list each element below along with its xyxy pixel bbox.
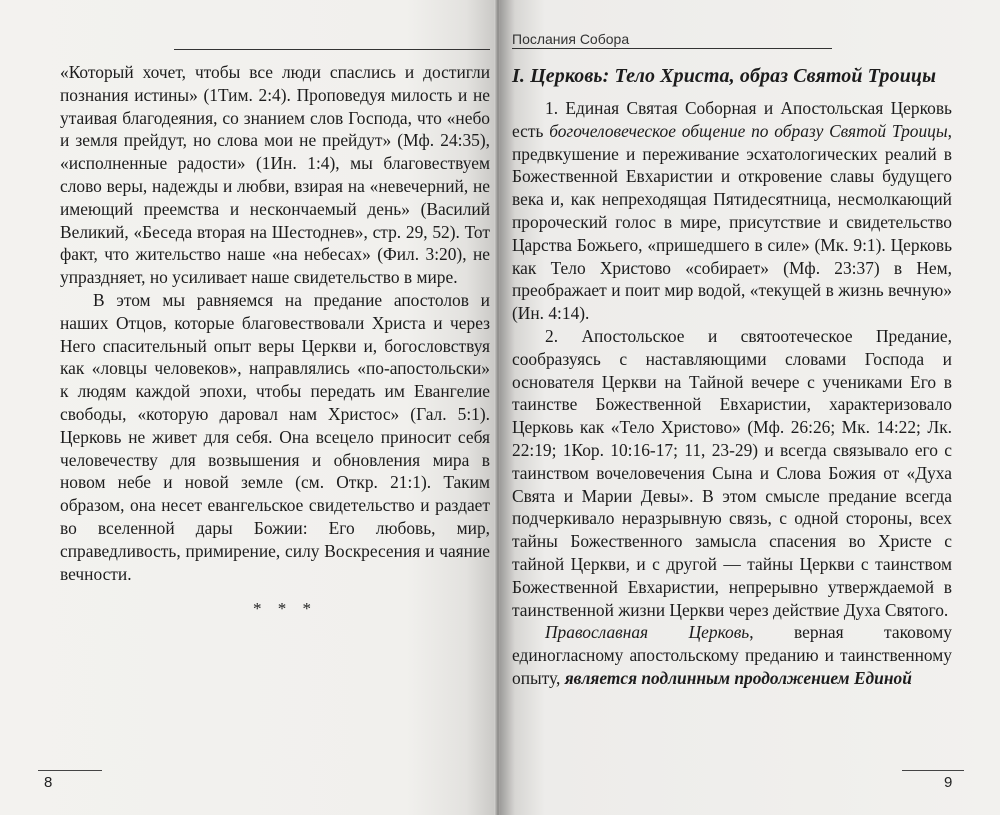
paragraph bbox=[60, 289, 490, 585]
text-run: , предвкушение и переживание эсхатологических реалий в Божественной Евхаристии и откровение славы будущего века и, как непреходящая Пятидесятница, несмолкающий пророческий голос в мире, присутствие и свидетельство Царства Божьего, «пришедшего в силе» (Мк. 9:1). Церковь как Тело Христово «собирает» (Мф. 23:37) в Нем, преображает и поит мир водой, «текущей в жизнь вечную» (Ин. 4:14). bbox=[512, 120, 953, 324]
page-number-right: 9 bbox=[944, 774, 953, 791]
footer-rule-right bbox=[902, 770, 964, 771]
emphasized-text: богочеловеческое общение по образу Святой Троицы bbox=[549, 120, 948, 141]
text-run: «Который хочет, чтобы все люди спаслись и достигли познания истины» (1Тим. 2:4). Проповедуя милость и не утаивая благодеяния, со знанием слов Господа, что «небо и земля прейдут, но слова мои не прейдут» (Мф. 24:35), «исполненные радости» (1Ин. 1:4), мы благовествуем слово веры, надежды и любви, взирая на «невечерний, не имеющий преемства и нескончаемый день» (Василий Великий, «Беседа вторая на Шестоднев», стр. 29, 52). Тот факт, что жительство наше «на небесах» (Фил. 3:20), не упраздняет, но усиливает наше свидетельство в мире. bbox=[60, 62, 490, 288]
emphasized-text: Православная Церковь bbox=[545, 622, 750, 643]
left-text-column bbox=[60, 61, 490, 619]
section-title: I. Церковь: Тело Христа, образ Святой Троицы bbox=[512, 65, 937, 87]
right-text-column bbox=[512, 64, 952, 690]
text-run: 2. Апостольское и святоотеческое Предание, сообразуясь с наставляющими словами Господа и основателя Церкви на Тайной вечере с учениками Его в таинстве Божественной Евхаристии, характеризовало Церковь как «Тело Христово» (Мф. 26:26; Мк. 14:22; Лк. 22:19; 1Кор. 10:16-17; 11, 23-29) и всегда связывало его с таинством вочеловечения Сына и Слова Божия от «Духа Свята и Марии Девы». В этом смысле предание всегда подчеркивало неразрывную связь, с одной стороны, всех тайны Божественного замысла спасения во Христе с тайной Церкви, и с другой — тайны Церкви с таинством Божественной Евхаристии, непрерывно утверждаемой в таинственной жизни Церкви через действие Духа Святого. bbox=[512, 325, 952, 620]
paragraph bbox=[512, 97, 952, 325]
left-paragraphs bbox=[60, 61, 490, 585]
text-run: В этом мы равняемся на предание апостолов и наших Отцов, которые благовествовали Христа и через Него спасительный опыт веры Церкви и, богословствуя как «ловцы человеков», направлялись «по-апостольски» к людям каждой эпохи, чтобы передать им Евангелие свободы, «которую даровал нам Христос» (Гал. 5:1). Церковь не живет для себя. Она всецело приносит себя человечеству для возвышения и обновления мира в новом небе и новой земле (см. Откр. 21:1). Таким образом, она несет евангельское свидетельство и раздает во вселенной дары Божии: Его любовь, мир, справедливость, примирение, силу Воскресения и чаяние вечности. bbox=[60, 289, 490, 584]
section-separator: * * * bbox=[253, 599, 317, 619]
page-number-left: 8 bbox=[44, 774, 53, 791]
paragraph bbox=[512, 325, 952, 621]
paragraph bbox=[60, 61, 490, 289]
text-run: , верная таковому единогласному апостольскому преданию и таинственному опыту, bbox=[512, 622, 952, 688]
left-page bbox=[0, 0, 496, 815]
running-head: Послания Собора bbox=[512, 31, 630, 47]
emphasized-text: является подлинным продолжением Единой bbox=[564, 667, 912, 688]
paragraph bbox=[512, 621, 952, 689]
text-run: 1. Единая Святая Соборная и Апостольская Церковь есть bbox=[512, 98, 952, 141]
right-paragraphs bbox=[512, 97, 952, 690]
header-rule-right bbox=[512, 48, 832, 49]
header-rule-left bbox=[174, 49, 490, 50]
footer-rule-left bbox=[38, 770, 102, 771]
